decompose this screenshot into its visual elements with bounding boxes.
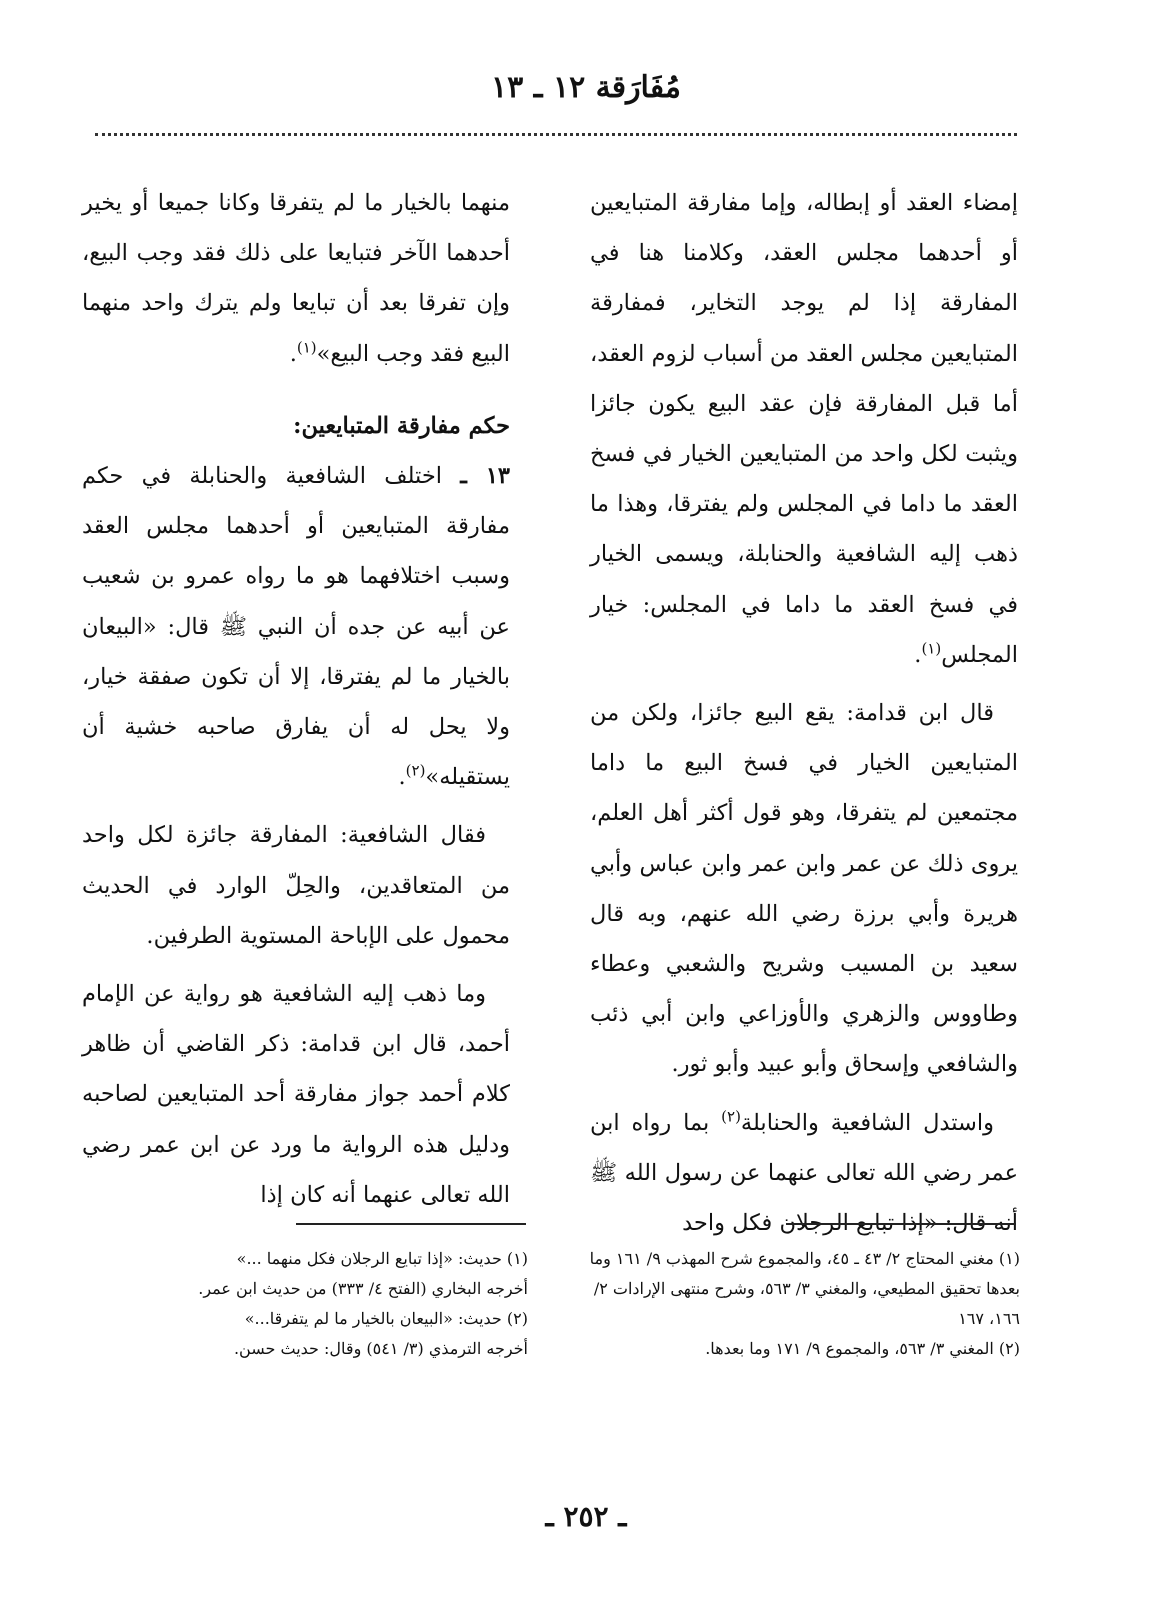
footnote-ref[interactable]: (٢)	[405, 761, 426, 780]
left-p1-text: منهما بالخيار ما لم يتفرقا وكانا جميعا أو يخير أحدهما الآخر فتبايعا على ذلك فقد وجب البيع، وإن تفرقا بعد أن تبايعا ولم يترك واحد منهما البيع فقد وجب البيع»	[82, 190, 510, 367]
right-paragraph-3	[590, 1098, 1018, 1249]
left-p2-end: .	[398, 764, 406, 791]
left-text-column	[82, 178, 510, 1220]
right-paragraph-1	[590, 178, 1018, 680]
left-p2-text: اختلف الشافعية والحنابلة في حكم مفارقة المتبايعين أو أحدهما مجلس العقد وسبب اختلافهما هو ما رواه عمرو بن شعيب عن أبيه عن جده أن النبي ﷺ قال: «البيعان بالخيار ما لم يفترقا، إلا أن تكون صفقة خيار، ولا يحل له أن يفارق صاحبه خشية أن يستقيله»	[82, 463, 510, 791]
right-p1-text: إمضاء العقد أو إبطاله، وإما مفارقة المتبايعين أو أحدهما مجلس العقد، وكلامنا هنا في المفارقة إذا لم يوجد التخاير، فمفارقة المتبايعين مجلس العقد من أسباب لزوم العقد، أما قبل المفارقة فإن عقد البيع يكون جائزا ويثبت لكل واحد من المتبايعين الخيار في فسخ العقد ما داما في المجلس ولم يفترقا، وهذا ما ذهب إليه الشافعية والحنابلة، ويسمى الخيار في فسخ العقد ما داما في المجلس: خيار المجلس	[590, 190, 1018, 668]
footnote-item: أخرجه البخاري (الفتح ٤/ ٣٣٣) من حديث ابن عمر.	[198, 1279, 528, 1298]
footnote-item: (٢) المغني ٣/ ٥٦٣، والمجموع ٩/ ١٧١ وما بعدها.	[705, 1339, 1020, 1358]
footnote-ref[interactable]: (١)	[296, 338, 317, 357]
left-p1-end: .	[289, 340, 297, 367]
page-header-title: مُفَارَقة ١٢ ـ ١٣	[491, 70, 681, 105]
left-paragraph-3: فقال الشافعية: المفارقة جائزة لكل واحد من المتعاقدين، والحِلّ الوارد في الحديث محمول على الإباحة المستوية الطرفين.	[82, 822, 510, 949]
section-number: ١٣ ـ	[460, 463, 510, 490]
footnote-item: (١) مغني المحتاج ٢/ ٤٣ ـ ٤٥، والمجموع شرح المهذب ٩/ ١٦١ وما بعدها تحقيق المطيعي، والمغني ٣/ ٥٦٣، وشرح منتهى الإرادات ٢/ ١٦٦، ١٦٧	[589, 1249, 1020, 1328]
footnote-ref[interactable]: (٢)	[721, 1107, 741, 1126]
left-paragraph-2	[82, 451, 510, 802]
right-p3-text-b: بما رواه ابن عمر رضي الله تعالى عنهما عن رسول الله ﷺ أنه قال: «إذا تبايع الرجلان فكل واحد	[590, 1109, 1018, 1237]
footnote-item: (٢) حديث: «البيعان بالخيار ما لم يتفرقا...»	[244, 1309, 528, 1328]
footnotes-right	[560, 1244, 1020, 1364]
footnote-divider-left	[296, 1223, 526, 1225]
footnote-item: (١) حديث: «إذا تبايع الرجلان فكل منهما ...»	[236, 1249, 528, 1268]
right-p3-text-a: واستدل الشافعية والحنابلة	[740, 1109, 994, 1136]
section-heading: حكم مفارقة المتبايعين:	[293, 412, 510, 439]
left-paragraph-1	[82, 178, 510, 379]
right-paragraph-2: قال ابن قدامة: يقع البيع جائزا، ولكن من المتبايعين الخيار في فسخ البيع ما داما مجتمعين لم يتفرقا، وهو قول أكثر أهل العلم، يروى ذلك عن عمر وابن عمر وابن عباس وأبي هريرة وأبي برزة رضي الله عنهم، وبه قال سعيد بن المسيب وشريح والشعبي وعطاء وطاووس والزهري والأوزاعي وابن أبي ذئب والشافعي وإسحاق وأبو عبيد وأبو ثور.	[590, 700, 1018, 1078]
footnote-item: أخرجه الترمذي (٣/ ٥٤١) وقال: حديث حسن.	[233, 1339, 528, 1358]
footnotes-left	[68, 1244, 528, 1364]
footnote-ref[interactable]: (١)	[921, 639, 942, 658]
footnote-divider-right	[786, 1223, 1016, 1225]
page-number: ـ ٢٥٢ ـ	[545, 1500, 627, 1533]
left-paragraph-4: وما ذهب إليه الشافعية هو رواية عن الإمام أحمد، قال ابن قدامة: ذكر القاضي أن ظاهر كلام أحمد جواز مفارقة أحد المتبايعين لصاحبه ودليل هذه الرواية ما ورد عن ابن عمر رضي الله تعالى عنهما أنه كان إذا	[82, 981, 510, 1208]
right-p1-end: .	[914, 641, 922, 668]
header-dotted-rule	[95, 133, 1017, 136]
right-text-column	[590, 178, 1018, 1248]
